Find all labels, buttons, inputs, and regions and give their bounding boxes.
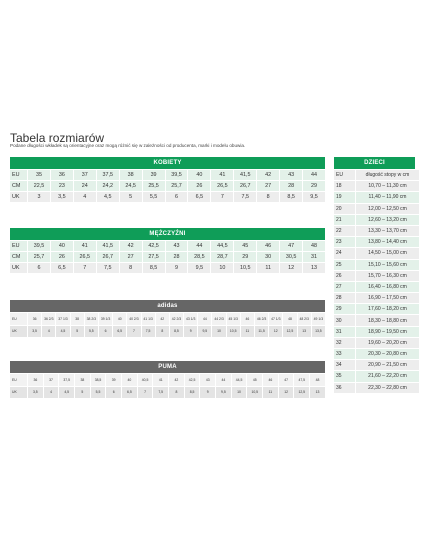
- size-cell: 5: [120, 192, 142, 202]
- size-cell: 38: [120, 170, 142, 180]
- size-cell: 42 2/3: [170, 313, 183, 325]
- kids-row: [334, 327, 419, 337]
- size-cell: 47 1/3: [269, 313, 282, 325]
- size-cell: 42,5: [185, 374, 200, 386]
- size-cell: 47,5: [294, 374, 309, 386]
- row-label: UK: [10, 326, 27, 338]
- puma-size-table: [10, 361, 325, 399]
- size-cell: 24,5: [120, 181, 142, 191]
- kids-row: [334, 260, 419, 270]
- puma-row-eu: [10, 374, 325, 386]
- size-cell: 5,5: [85, 326, 98, 338]
- size-cell: 42: [120, 241, 142, 251]
- size-cell: 10: [232, 387, 247, 399]
- kids-row: [334, 204, 419, 214]
- size-cell: 6: [28, 263, 50, 273]
- row-label: CM: [10, 181, 27, 191]
- size-cell: 37 1/3: [56, 313, 69, 325]
- size-cell: 27: [257, 181, 279, 191]
- row-label: UK: [10, 263, 27, 273]
- kids-foot-length: 11,40 – 11,90 cm: [356, 192, 419, 202]
- size-cell: 4,5: [59, 387, 74, 399]
- size-cell: 10: [212, 326, 225, 338]
- size-cell: 10,5: [247, 387, 262, 399]
- kids-row: [334, 304, 419, 314]
- row-label: EU: [10, 313, 27, 325]
- kids-row: [334, 360, 419, 370]
- size-cell: 8,5: [143, 263, 165, 273]
- size-cell: 48: [303, 241, 325, 251]
- kids-foot-length: 14,50 – 15,00 cm: [356, 248, 419, 258]
- kids-eu-size: 32: [334, 338, 355, 348]
- size-cell: 10,5: [227, 326, 240, 338]
- size-cell: 8: [120, 263, 142, 273]
- size-cell: 6,5: [51, 263, 73, 273]
- size-cell: 8,5: [280, 192, 302, 202]
- size-cell: 8: [169, 387, 184, 399]
- page-title: Tabela rozmiarów: [10, 131, 105, 145]
- women-header: KOBIETY: [10, 157, 325, 169]
- kids-foot-length: 20,90 – 21,50 cm: [356, 360, 419, 370]
- size-cell: 49 1/3: [312, 313, 325, 325]
- kids-row: [334, 181, 419, 191]
- size-cell: 41: [153, 374, 168, 386]
- size-cell: 26,5: [74, 252, 96, 262]
- size-cell: 44,5: [211, 241, 233, 251]
- kids-row: [334, 383, 419, 393]
- kids-foot-length: 22,30 – 22,80 cm: [356, 383, 419, 393]
- row-label: CM: [10, 252, 27, 262]
- size-cell: 44: [188, 241, 210, 251]
- size-cell: 9: [184, 326, 197, 338]
- size-cell: 4: [42, 326, 55, 338]
- size-cell: 9,5: [198, 326, 211, 338]
- size-cell: 8,5: [170, 326, 183, 338]
- size-cell: 45 1/3: [227, 313, 240, 325]
- size-cell: 41: [211, 170, 233, 180]
- size-cell: 43: [166, 241, 188, 251]
- size-cell: 47: [280, 241, 302, 251]
- size-cell: 28,7: [211, 252, 233, 262]
- size-cell: 7,5: [153, 387, 168, 399]
- size-cell: 4: [44, 387, 59, 399]
- women-row-uk: [10, 192, 325, 202]
- size-cell: 27,5: [143, 252, 165, 262]
- kids-eu-size: 29: [334, 304, 355, 314]
- size-cell: 40: [188, 170, 210, 180]
- size-cell: 37,5: [97, 170, 119, 180]
- size-cell: 8,5: [185, 387, 200, 399]
- size-cell: 3,5: [28, 326, 41, 338]
- size-cell: 5,5: [143, 192, 165, 202]
- kids-row: [334, 271, 419, 281]
- size-cell: 3,5: [51, 192, 73, 202]
- size-cell: 11: [263, 387, 278, 399]
- size-cell: 40: [51, 241, 73, 251]
- size-cell: 44: [303, 170, 325, 180]
- size-cell: 26,7: [97, 252, 119, 262]
- size-cell: 13: [298, 326, 311, 338]
- adidas-table: [9, 312, 326, 338]
- size-cell: 48: [283, 313, 296, 325]
- women-table: [9, 169, 326, 203]
- kids-eu-size: 26: [334, 271, 355, 281]
- kids-col-eu: EU: [334, 170, 355, 180]
- size-cell: 41: [74, 241, 96, 251]
- size-cell: 4,5: [97, 192, 119, 202]
- size-cell: 11: [241, 326, 254, 338]
- size-cell: 13,5: [312, 326, 325, 338]
- kids-row: [334, 226, 419, 236]
- women-size-table: [10, 157, 325, 203]
- size-cell: 44 2/3: [212, 313, 225, 325]
- size-cell: 40: [122, 374, 137, 386]
- size-cell: 36: [28, 374, 43, 386]
- kids-eu-size: 23: [334, 237, 355, 247]
- size-cell: 11: [257, 263, 279, 273]
- row-label: EU: [10, 170, 27, 180]
- size-cell: 39: [106, 374, 121, 386]
- size-cell: 37: [74, 170, 96, 180]
- size-cell: 3: [28, 192, 50, 202]
- kids-eu-size: 30: [334, 315, 355, 325]
- size-cell: 46: [257, 241, 279, 251]
- size-cell: 6: [99, 326, 112, 338]
- size-cell: 48 2/3: [298, 313, 311, 325]
- size-cell: 40 2/3: [127, 313, 140, 325]
- kids-foot-length: 15,10 – 15,60 cm: [356, 260, 419, 270]
- size-cell: 43: [200, 374, 215, 386]
- kids-row: [334, 192, 419, 202]
- size-cell: 39: [143, 170, 165, 180]
- kids-eu-size: 28: [334, 293, 355, 303]
- puma-row-uk: [10, 387, 325, 399]
- size-cell: 38: [75, 374, 90, 386]
- size-cell: 6: [166, 192, 188, 202]
- size-cell: 12: [269, 326, 282, 338]
- kids-eu-size: 21: [334, 215, 355, 225]
- size-cell: 12: [279, 387, 294, 399]
- adidas-row-eu: [10, 313, 325, 325]
- kids-eu-size: 35: [334, 371, 355, 381]
- size-cell: 39,5: [28, 241, 50, 251]
- kids-eu-size: 24: [334, 248, 355, 258]
- size-cell: 13: [303, 263, 325, 273]
- kids-foot-length: 20,30 – 20,80 cm: [356, 349, 419, 359]
- kids-table: [333, 169, 420, 394]
- size-cell: 10: [211, 263, 233, 273]
- size-cell: 37,5: [59, 374, 74, 386]
- kids-row: [334, 371, 419, 381]
- size-cell: 46 2/3: [255, 313, 268, 325]
- size-cell: 6: [106, 387, 121, 399]
- size-cell: 42: [257, 170, 279, 180]
- kids-eu-size: 34: [334, 360, 355, 370]
- size-cell: 44: [198, 313, 211, 325]
- size-cell: 38 2/3: [85, 313, 98, 325]
- kids-foot-length: 17,60 – 18,20 cm: [356, 304, 419, 314]
- kids-row: [334, 349, 419, 359]
- size-cell: 10,5: [234, 263, 256, 273]
- size-cell: 5: [71, 326, 84, 338]
- size-cell: 40,5: [138, 374, 153, 386]
- kids-foot-length: 13,30 – 13,70 cm: [356, 226, 419, 236]
- adidas-header: adidas: [10, 300, 325, 312]
- size-cell: 6,5: [113, 326, 126, 338]
- kids-column-header-row: [334, 170, 419, 180]
- size-cell: 36: [28, 313, 41, 325]
- size-cell: 42: [156, 313, 169, 325]
- kids-row: [334, 282, 419, 292]
- size-cell: 22,5: [28, 181, 50, 191]
- size-cell: 7,5: [97, 263, 119, 273]
- kids-eu-size: 27: [334, 282, 355, 292]
- size-cell: 47: [279, 374, 294, 386]
- size-cell: 8: [156, 326, 169, 338]
- adidas-size-table: [10, 300, 325, 338]
- size-cell: 28,5: [188, 252, 210, 262]
- kids-foot-length: 18,30 – 18,80 cm: [356, 315, 419, 325]
- women-row-eu: [10, 170, 325, 180]
- kids-row: [334, 315, 419, 325]
- kids-row: [334, 248, 419, 258]
- kids-eu-size: 36: [334, 383, 355, 393]
- size-cell: 4: [74, 192, 96, 202]
- kids-eu-size: 25: [334, 260, 355, 270]
- size-cell: 45: [247, 374, 262, 386]
- size-cell: 11,5: [255, 326, 268, 338]
- size-cell: 7: [211, 192, 233, 202]
- kids-row: [334, 237, 419, 247]
- men-table: [9, 240, 326, 274]
- size-cell: 12,5: [283, 326, 296, 338]
- size-cell: 40: [113, 313, 126, 325]
- size-cell: 25,5: [143, 181, 165, 191]
- kids-foot-length: 10,70 – 11,30 cm: [356, 181, 419, 191]
- row-label: EU: [10, 241, 27, 251]
- kids-eu-size: 22: [334, 226, 355, 236]
- size-cell: 9,5: [216, 387, 231, 399]
- size-cell: 41,5: [97, 241, 119, 251]
- size-cell: 24,2: [97, 181, 119, 191]
- size-cell: 9,5: [303, 192, 325, 202]
- men-row-cm: [10, 252, 325, 262]
- men-row-eu: [10, 241, 325, 251]
- size-cell: 3,5: [28, 387, 43, 399]
- size-cell: 9: [200, 387, 215, 399]
- kids-foot-length: 16,40 – 16,80 cm: [356, 282, 419, 292]
- size-cell: 35: [28, 170, 50, 180]
- size-cell: 30,5: [280, 252, 302, 262]
- size-cell: 43 1/3: [184, 313, 197, 325]
- kids-row: [334, 293, 419, 303]
- size-cell: 45: [234, 241, 256, 251]
- size-cell: 42,5: [143, 241, 165, 251]
- size-cell: 6,5: [122, 387, 137, 399]
- size-cell: 26,5: [211, 181, 233, 191]
- kids-foot-length: 18,90 – 19,50 cm: [356, 327, 419, 337]
- size-cell: 38: [71, 313, 84, 325]
- size-cell: 31: [303, 252, 325, 262]
- size-cell: 13: [310, 387, 325, 399]
- kids-eu-size: 33: [334, 349, 355, 359]
- size-cell: 23: [51, 181, 73, 191]
- kids-row: [334, 338, 419, 348]
- kids-foot-length: 16,90 – 17,50 cm: [356, 293, 419, 303]
- size-cell: 4,5: [56, 326, 69, 338]
- size-cell: 46: [263, 374, 278, 386]
- kids-header: DZIECI: [334, 157, 415, 169]
- size-cell: 26: [51, 252, 73, 262]
- size-cell: 6,5: [188, 192, 210, 202]
- size-cell: 39 1/3: [99, 313, 112, 325]
- puma-table: [9, 373, 326, 399]
- size-cell: 26,7: [234, 181, 256, 191]
- men-header: MĘŻCZYŹNI: [10, 228, 325, 240]
- size-cell: 44: [216, 374, 231, 386]
- size-cell: 28: [280, 181, 302, 191]
- size-cell: 38,5: [91, 374, 106, 386]
- men-size-table: [10, 228, 325, 274]
- size-cell: 41 1/3: [142, 313, 155, 325]
- kids-size-table: [334, 157, 415, 394]
- row-label: EU: [10, 374, 27, 386]
- men-row-uk: [10, 263, 325, 273]
- size-cell: 7: [127, 326, 140, 338]
- page-subtitle: Podane długości wkładek są orientacyjne oraz mogą różnić się w zależności od producenta, marki i modelu obuwia.: [10, 143, 246, 148]
- size-cell: 27: [120, 252, 142, 262]
- size-cell: 8: [257, 192, 279, 202]
- size-cell: 26: [188, 181, 210, 191]
- kids-foot-length: 19,60 – 20,20 cm: [356, 338, 419, 348]
- size-cell: 5,5: [91, 387, 106, 399]
- size-cell: 9: [166, 263, 188, 273]
- size-cell: 46: [241, 313, 254, 325]
- size-cell: 44,5: [232, 374, 247, 386]
- size-cell: 12: [280, 263, 302, 273]
- size-cell: 48: [310, 374, 325, 386]
- kids-eu-size: 18: [334, 181, 355, 191]
- kids-foot-length: 15,70 – 16,30 cm: [356, 271, 419, 281]
- size-cell: 7,5: [234, 192, 256, 202]
- kids-foot-length: 12,00 – 12,50 cm: [356, 204, 419, 214]
- size-cell: 41,5: [234, 170, 256, 180]
- size-cell: 9,5: [188, 263, 210, 273]
- size-cell: 29: [303, 181, 325, 191]
- kids-foot-length: 21,60 – 22,20 cm: [356, 371, 419, 381]
- size-cell: 39,5: [166, 170, 188, 180]
- row-label: UK: [10, 192, 27, 202]
- size-cell: 7,5: [142, 326, 155, 338]
- size-cell: 5: [75, 387, 90, 399]
- size-cell: 36: [51, 170, 73, 180]
- size-cell: 25,7: [166, 181, 188, 191]
- size-cell: 25,7: [28, 252, 50, 262]
- adidas-row-uk: [10, 326, 325, 338]
- size-cell: 30: [257, 252, 279, 262]
- size-cell: 43: [280, 170, 302, 180]
- size-cell: 36 2/3: [42, 313, 55, 325]
- kids-row: [334, 215, 419, 225]
- size-cell: 37: [44, 374, 59, 386]
- size-cell: 42: [169, 374, 184, 386]
- women-row-cm: [10, 181, 325, 191]
- kids-eu-size: 19: [334, 192, 355, 202]
- size-cell: 7: [138, 387, 153, 399]
- size-cell: 24: [74, 181, 96, 191]
- size-cell: 12,5: [294, 387, 309, 399]
- size-cell: 7: [74, 263, 96, 273]
- size-cell: 29: [234, 252, 256, 262]
- kids-eu-size: 31: [334, 327, 355, 337]
- size-cell: 28: [166, 252, 188, 262]
- kids-col-length: długość stopy w cm: [356, 170, 419, 180]
- kids-foot-length: 13,80 – 14,40 cm: [356, 237, 419, 247]
- puma-header: PUMA: [10, 361, 325, 373]
- row-label: UK: [10, 387, 27, 399]
- kids-eu-size: 20: [334, 204, 355, 214]
- kids-foot-length: 12,60 – 13,20 cm: [356, 215, 419, 225]
